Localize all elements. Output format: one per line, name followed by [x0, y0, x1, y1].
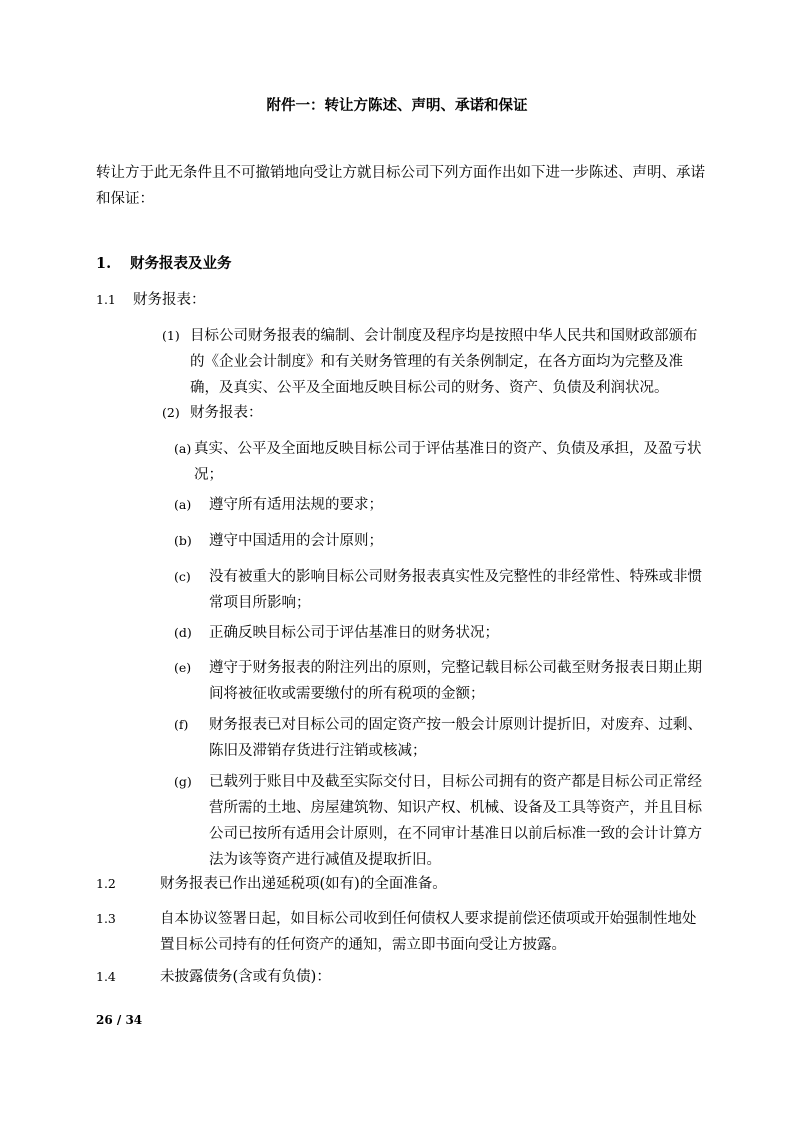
clause-number: 1.3: [96, 911, 116, 926]
sub-item-text: 遵守所有适用法规的要求；: [209, 497, 383, 513]
list-item-label: (1): [162, 328, 180, 343]
sub-item-label: (f): [174, 717, 189, 732]
clause-number: 1.2: [96, 876, 116, 891]
sub-item: [172, 620, 706, 646]
sub-item-text: 财务报表已对目标公司的固定资产按一般会计原则计提折旧，对废弃、过剩、陈旧及滞销存货进行注销或核减；: [209, 717, 702, 759]
sub-item-text: 遵守于财务报表的附注列出的原则，完整记载目标公司截至财务报表日期止期间将被征收或需要缴付的所有税项的金额；: [209, 660, 702, 702]
clause-1-4: [96, 964, 706, 990]
clause-1-3: [96, 906, 706, 958]
clause-number: 1.1: [96, 292, 116, 307]
sub-item-text: 已载列于账目中及截至实际交付日，目标公司拥有的资产都是目标公司正常经营所需的土地、房屋建筑物、知识产权、机械、设备及工具等资产，并且目标公司已按所有适用会计原则，在不同审计基准日以前后标准一致的会计计算方法为该等资产进行减值及提取折旧。: [209, 774, 702, 868]
sub-item: [172, 436, 706, 488]
sub-item-text: 正确反映目标公司于评估基准日的财务状况；: [209, 625, 499, 641]
list-item-text: 财务报表：: [190, 405, 263, 421]
sub-item-text: 没有被重大的影响目标公司财务报表真实性及完整性的非经常性、特殊或非惯常项目所影响；: [209, 569, 702, 611]
sub-item-label: (a): [174, 497, 192, 512]
sub-item: [172, 492, 706, 518]
sub-item-text: 真实、公平及全面地反映目标公司于评估基准日的资产、负债及承担，及盈亏状况；: [194, 441, 702, 483]
intro-paragraph: 转让方于此无条件且不可撤销地向受让方就目标公司下列方面作出如下进一步陈述、声明、承诺和保证：: [96, 165, 705, 207]
sub-item: [172, 655, 706, 707]
sub-item: [172, 769, 706, 873]
sub-item-label: (c): [174, 569, 191, 584]
sub-item-label: (d): [174, 625, 192, 640]
sub-item: [172, 712, 706, 764]
sub-item-label: (b): [174, 533, 192, 548]
sub-item-text: 遵守中国适用的会计原则；: [209, 533, 383, 549]
clause-text: 自本协议签署日起，如目标公司收到任何债权人要求提前偿还债项或开始强制性地处置目标公司持有的任何资产的通知，需立即书面向受让方披露。: [160, 911, 697, 953]
page-title: 附件一：转让方陈述、声明、承诺和保证: [266, 97, 528, 114]
clause-1-1: [96, 287, 706, 313]
section-1-title: 财务报表及业务: [130, 255, 232, 272]
list-item-1: [160, 323, 706, 403]
page-number: 26 / 34: [96, 1013, 143, 1027]
sub-item-label: (g): [174, 774, 192, 789]
clause-text: 未披露债务(含或有负债)：: [160, 969, 331, 985]
sub-item: [172, 528, 706, 554]
list-item-2: [160, 400, 706, 426]
clause-number: 1.4: [96, 969, 116, 984]
list-item-text: 目标公司财务报表的编制、会计制度及程序均是按照中华人民共和国财政部颁布的《企业会计制度》和有关财务管理的有关条例制定，在各方面均为完整及准确，及真实、公平及全面地反映目标公司的财务、资产、负债及利润状况。: [190, 328, 698, 396]
sub-item-label: (e): [174, 660, 192, 675]
clause-text: 财务报表：: [133, 292, 206, 308]
sub-item: [172, 564, 706, 616]
list-item-label: (2): [162, 405, 180, 420]
section-1-number: 1.: [96, 255, 112, 272]
clause-1-2: [96, 871, 706, 897]
clause-text: 财务报表已作出递延税项(如有)的全面准备。: [160, 876, 447, 892]
section-1-heading: [96, 254, 232, 274]
sub-item-label: (a): [174, 441, 192, 456]
